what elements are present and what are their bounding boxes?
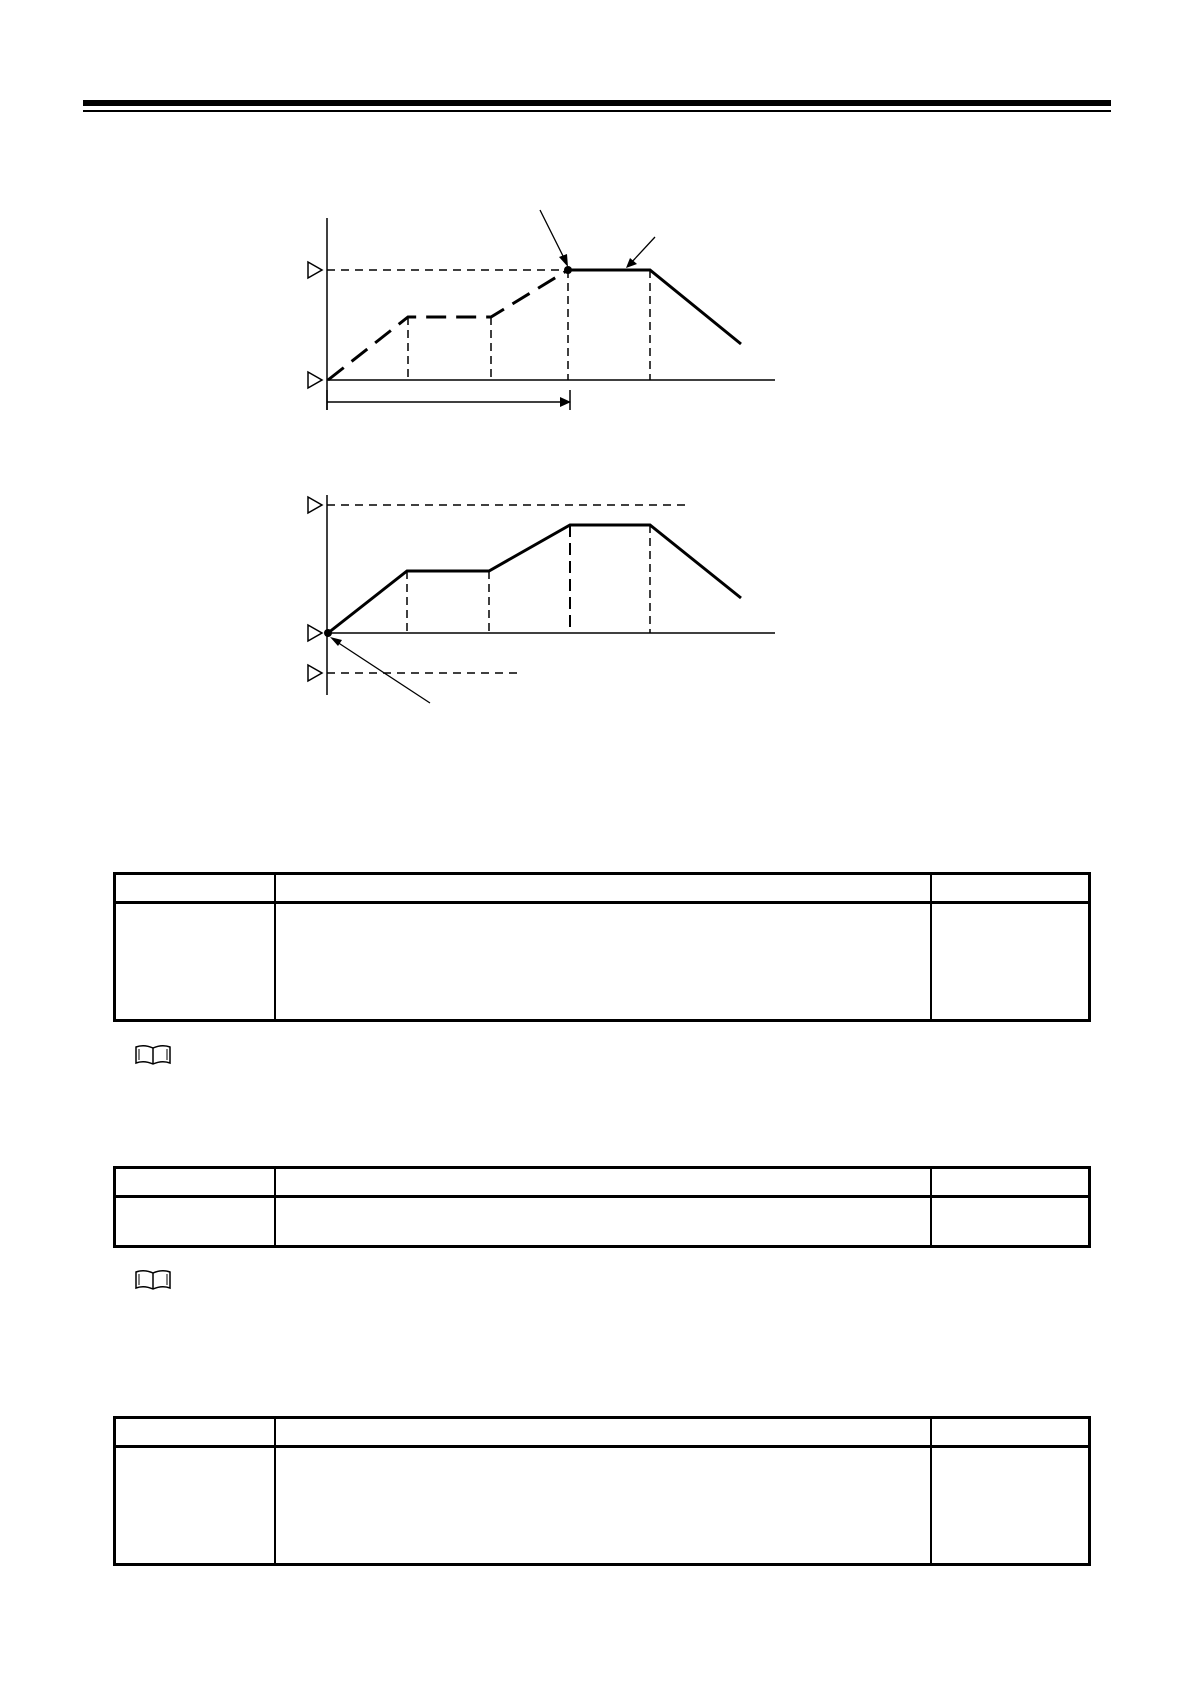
bottom-profile-solid <box>328 525 741 633</box>
table-cell <box>115 1197 275 1247</box>
table-header-cell <box>931 874 1090 903</box>
parameter-table-1 <box>113 872 1091 1022</box>
bottom-start-point <box>324 629 332 637</box>
table-header-cell <box>275 874 931 903</box>
table-cell <box>275 1197 931 1247</box>
table-header-cell <box>931 1418 1090 1447</box>
triangle-marker-icon <box>308 625 322 641</box>
table-cell <box>275 903 931 1021</box>
table-cell <box>275 1447 931 1565</box>
table-cell <box>931 903 1090 1021</box>
book-icon <box>134 1268 172 1292</box>
table-header-cell <box>115 874 275 903</box>
table-header-cell <box>115 1418 275 1447</box>
table-header-row <box>115 874 1090 903</box>
table-header-cell <box>931 1168 1090 1197</box>
parameter-table-3 <box>113 1416 1091 1566</box>
table-header-cell <box>115 1168 275 1197</box>
table-cell <box>931 1197 1090 1247</box>
table-cell <box>115 1447 275 1565</box>
table-row <box>115 1447 1090 1565</box>
triangle-marker-icon <box>308 497 322 513</box>
table-header-cell <box>275 1168 931 1197</box>
book-icon <box>134 1043 172 1067</box>
table-cell <box>931 1447 1090 1565</box>
table-header-row <box>115 1168 1090 1197</box>
table-cell <box>115 903 275 1021</box>
bottom-callout <box>334 640 430 703</box>
table-header-cell <box>275 1418 931 1447</box>
parameter-table-2 <box>113 1166 1091 1248</box>
table-row <box>115 1197 1090 1247</box>
table-row <box>115 903 1090 1021</box>
table-header-row <box>115 1418 1090 1447</box>
triangle-marker-icon <box>308 665 322 681</box>
